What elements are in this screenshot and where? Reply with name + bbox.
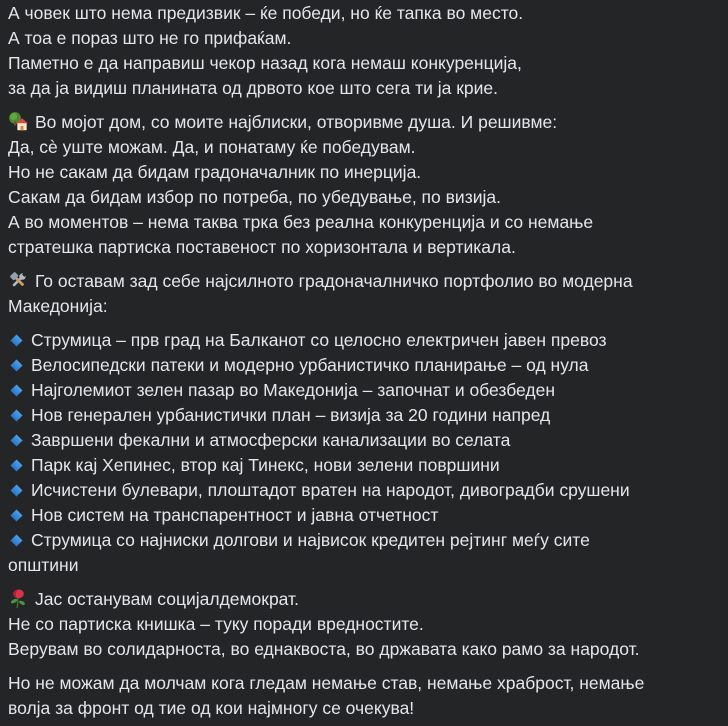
achievement-bullet-list <box>8 328 720 578</box>
blue-diamond-icon <box>10 359 23 372</box>
bullet-line <box>8 453 720 478</box>
bullet-line <box>8 428 720 453</box>
blue-diamond-icon <box>10 534 23 547</box>
text-span: Јас останувам социјалдемократ. <box>35 589 299 609</box>
text-line: Не со партиска книшка – туку поради вредностите. <box>8 614 424 634</box>
text-line <box>8 587 720 612</box>
text-line: Верувам во солидарноста, во еднаквоста, во државата како рамо за народот. <box>8 639 640 659</box>
text-line: Да, сѐ уште можам. Да, и понатаму ќе победувам. <box>8 137 416 157</box>
bullet-wrap-line: општини <box>8 555 79 575</box>
bullet-text: Струмица со најниски долгови и највисок кредитен рејтинг меѓу сите <box>31 530 590 550</box>
text-line: А тоа е пораз што не го прифаќам. <box>8 28 292 48</box>
text-line: Македонија: <box>8 296 108 316</box>
rose-icon <box>8 588 29 609</box>
paragraph-portfolio-heading <box>8 269 720 319</box>
bullet-text: Нов генерален урбанистички план – визија за 20 години напред <box>31 405 551 425</box>
text-line: А човек што нема предизвик – ќе победи, но ќе тапка во место. <box>8 3 524 23</box>
bullet-line <box>8 328 720 353</box>
paragraph-closing <box>8 671 720 721</box>
bullet-line <box>8 403 720 428</box>
blue-diamond-icon <box>10 484 23 497</box>
text-line: Сакам да бидам избор по потреба, по убедување, по визија. <box>8 187 501 207</box>
blue-diamond-icon <box>10 334 23 347</box>
text-line: Но не можам да молчам кога гледам немање став, немање храброст, немање <box>8 673 645 693</box>
paragraph-home-decision <box>8 110 720 260</box>
bullet-line <box>8 503 720 528</box>
bullet-text: Велосипедски патеки и модерно урбанистичко планирање – од нула <box>31 355 589 375</box>
text-line <box>8 269 720 294</box>
blue-diamond-icon <box>10 509 23 522</box>
text-line: волја за фронт од тие од кои најмногу се очекува! <box>8 698 415 718</box>
text-line: А во моментов – нема таква трка без реална конкуренција и со немање <box>8 212 594 232</box>
bullet-line <box>8 528 720 553</box>
text-span: Во мојот дом, со моите најблиски, отворивме душа. И решивме: <box>35 112 558 132</box>
text-line: за да ја видиш планината од дрвото кое што сега ти ја крие. <box>8 78 498 98</box>
paragraph-intro <box>8 1 720 101</box>
blue-diamond-icon <box>10 384 23 397</box>
text-span: Го оставам зад себе најсилното градоначалничко портфолио во модерна <box>35 271 633 291</box>
blue-diamond-icon <box>10 459 23 472</box>
paragraph-socialdemocrat <box>8 587 720 662</box>
hammer-and-wrench-icon <box>8 270 29 291</box>
blue-diamond-icon <box>10 434 23 447</box>
text-line: Но не сакам да бидам градоначалник по инерција. <box>8 162 422 182</box>
text-line: стратешка партиска поставеност по хоризонтала и вертикала. <box>8 237 516 257</box>
bullet-text: Најголемиот зелен пазар во Македонија – започнат и обезбеден <box>31 380 556 400</box>
bullet-text: Парк кај Хепинес, втор кај Тинекс, нови зелени површини <box>31 455 500 475</box>
bullet-text: Нов систем на транспарентност и јавна отчетност <box>31 505 439 525</box>
bullet-text: Струмица – прв град на Балканот со целосно електричен јавен превоз <box>31 330 607 350</box>
house-with-garden-icon <box>8 111 29 132</box>
bullet-line <box>8 378 720 403</box>
bullet-line <box>8 478 720 503</box>
bullet-text: Завршени фекални и атмосферски канализации во селата <box>31 430 511 450</box>
blue-diamond-icon <box>10 409 23 422</box>
text-line: Паметно е да направиш чекор назад кога немаш конкуренција, <box>8 53 522 73</box>
text-line <box>8 110 720 135</box>
bullet-line <box>8 353 720 378</box>
bullet-text: Исчистени булевари, плоштадот вратен на народот, дивоградби срушени <box>31 480 630 500</box>
